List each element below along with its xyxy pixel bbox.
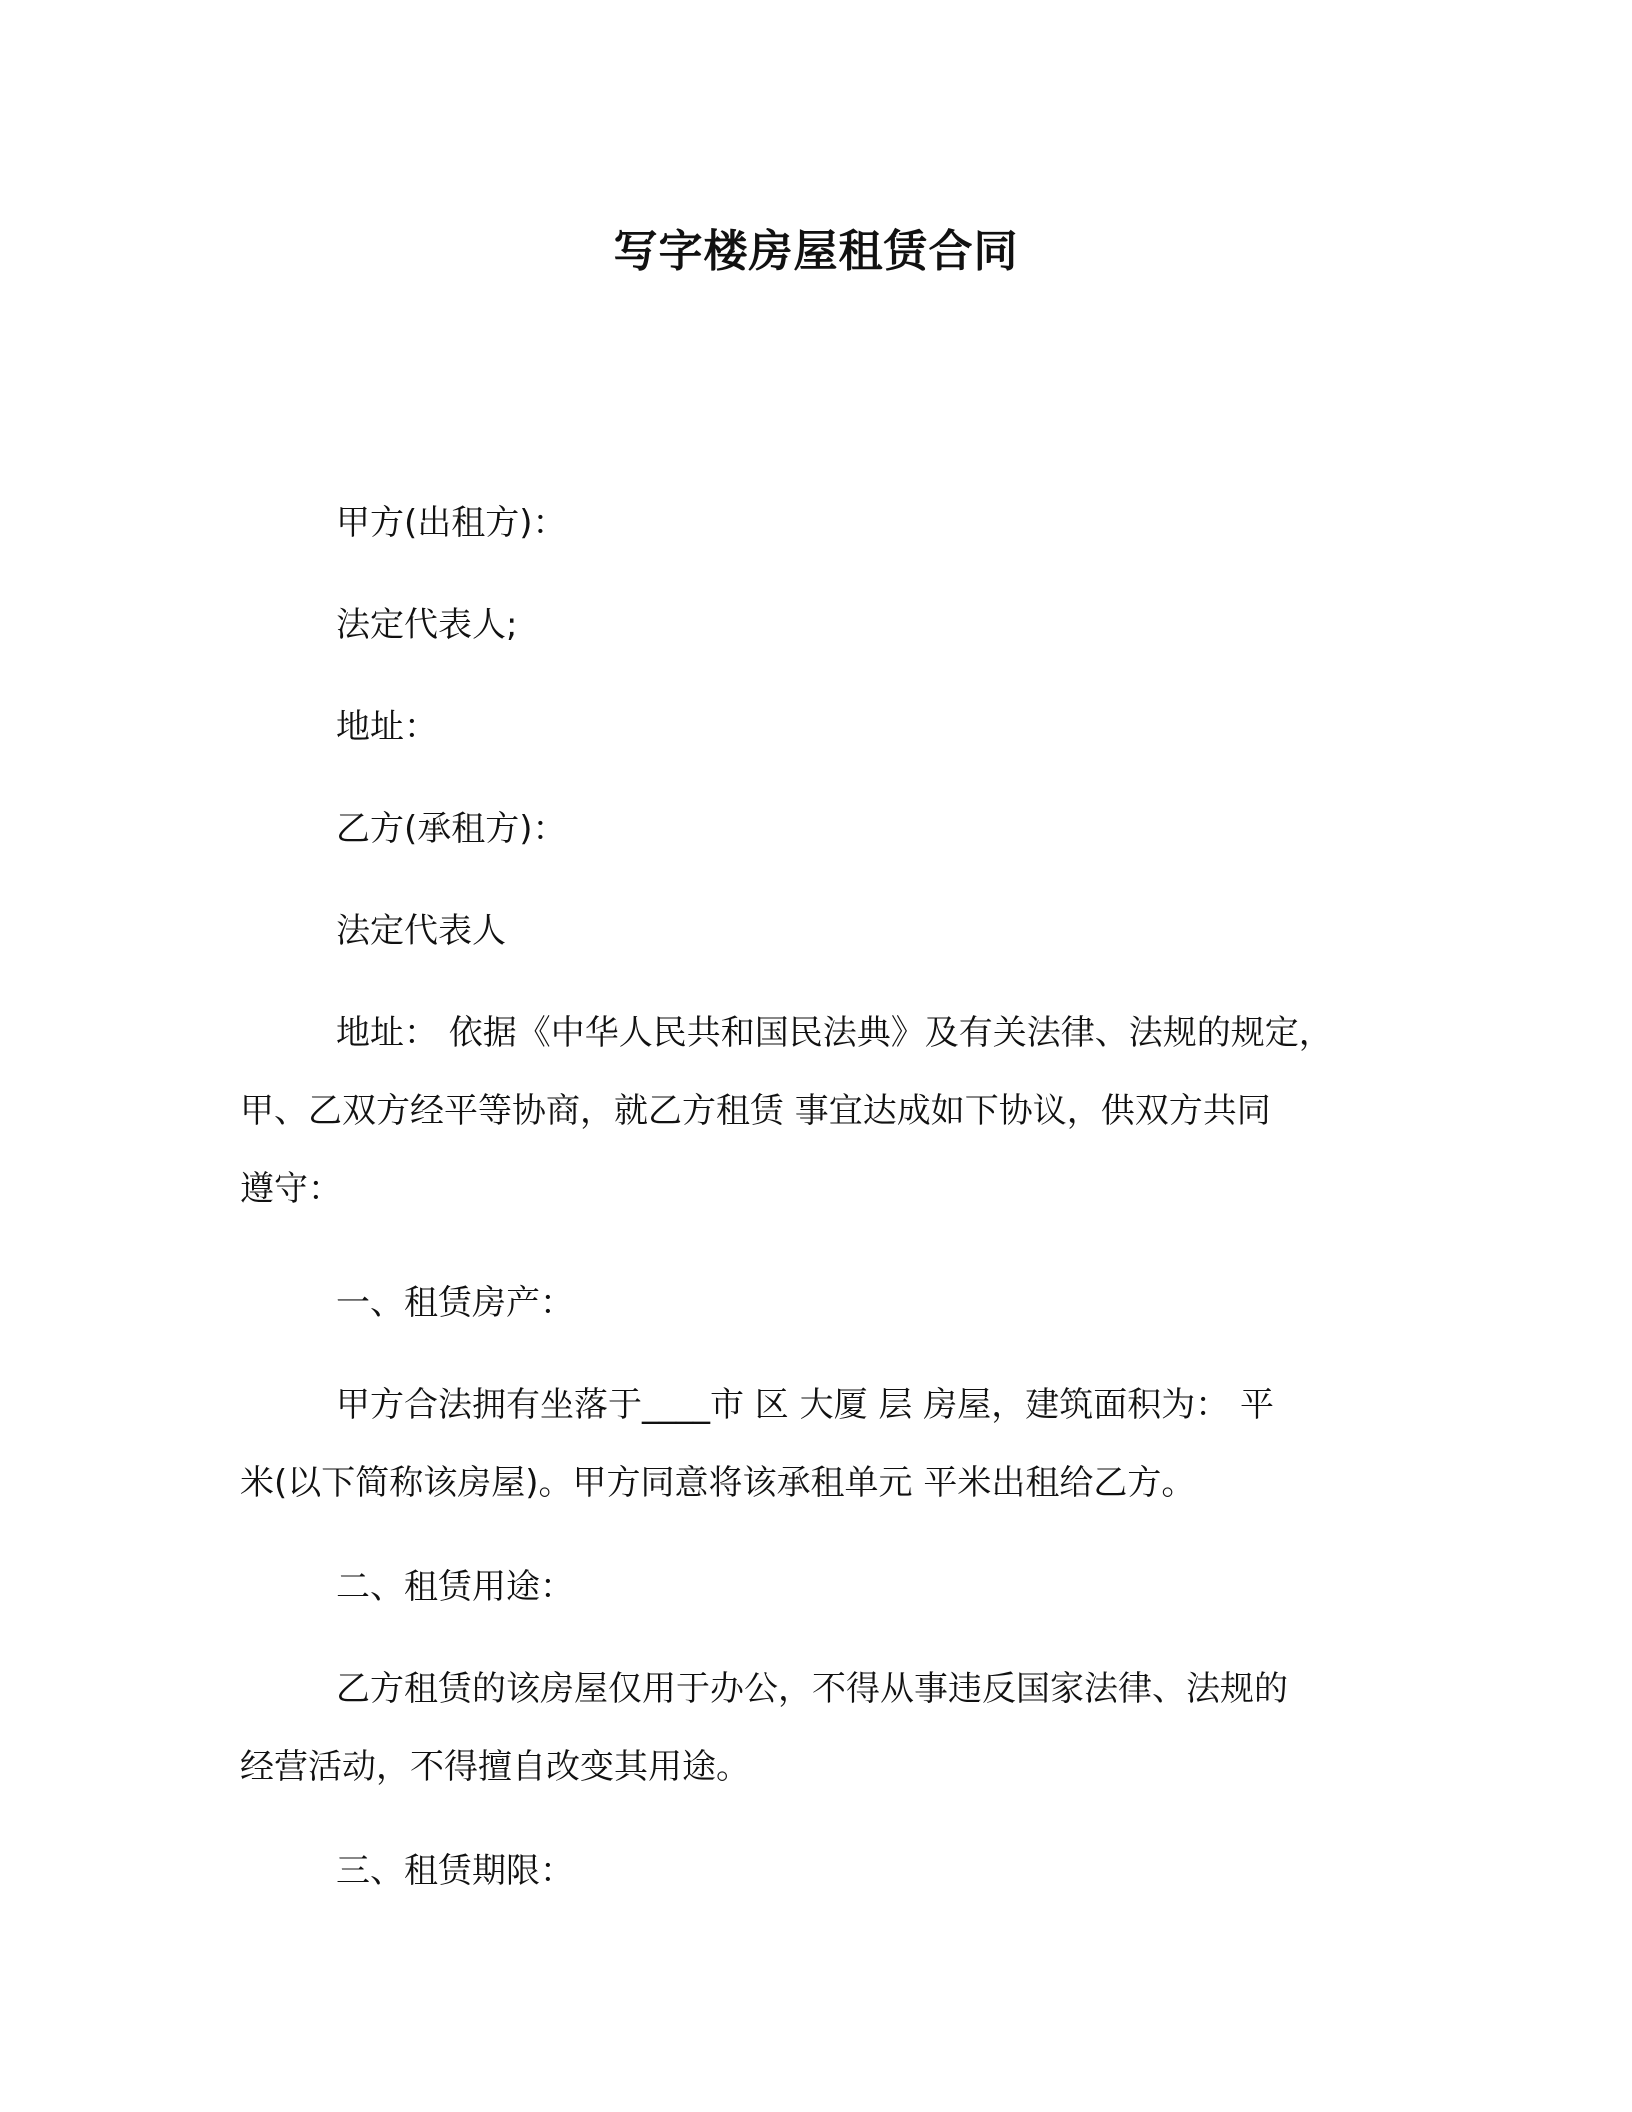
party-b-label (240, 788, 1400, 870)
paragraph-line: 经营活动，不得擅自改变其用途。 (240, 1747, 750, 1787)
party-a-label (240, 482, 1400, 564)
paragraph-line: 甲、乙双方经平等协商，就乙方租赁 事宜达成如下协议，供双方共同 (240, 1091, 1271, 1131)
paragraph-line: 二、租赁用途： (336, 1567, 574, 1607)
section-2-heading (240, 1546, 1400, 1628)
section-3-heading (240, 1830, 1400, 1912)
party-b-legal-rep (240, 890, 1400, 972)
party-b-address-and-preamble (240, 992, 1400, 1230)
paragraph-line: 遵守： (240, 1169, 342, 1209)
paragraph-line: 法定代表人; (336, 605, 518, 645)
paragraph-line: 乙方(承租方)： (336, 809, 567, 849)
paragraph-line: 甲方(出租方)： (336, 503, 567, 543)
party-a-address (240, 686, 1400, 768)
paragraph-line: 甲方合法拥有坐落于____市 区 大厦 层 房屋，建筑面积为： 平 (336, 1385, 1275, 1425)
party-a-legal-rep (240, 584, 1400, 666)
paragraph-line: 米(以下简称该房屋)。甲方同意将该承租单元 平米出租给乙方。 (240, 1463, 1196, 1503)
section-1-heading (240, 1262, 1400, 1344)
paragraph-line: 乙方租赁的该房屋仅用于办公，不得从事违反国家法律、法规的 (336, 1669, 1288, 1709)
paragraph-line: 地址： (336, 707, 438, 747)
paragraph-line: 三、租赁期限： (336, 1851, 574, 1891)
section-1-body (240, 1364, 1400, 1524)
paragraph-line: 地址： 依据《中华人民共和国民法典》及有关法律、法规的规定， (336, 1013, 1333, 1053)
document-title: 写字楼房屋租赁合同 (613, 226, 1019, 277)
paragraph-line: 法定代表人 (336, 911, 506, 951)
paragraph-line: 一、租赁房产： (336, 1283, 574, 1323)
section-2-body (240, 1648, 1400, 1808)
